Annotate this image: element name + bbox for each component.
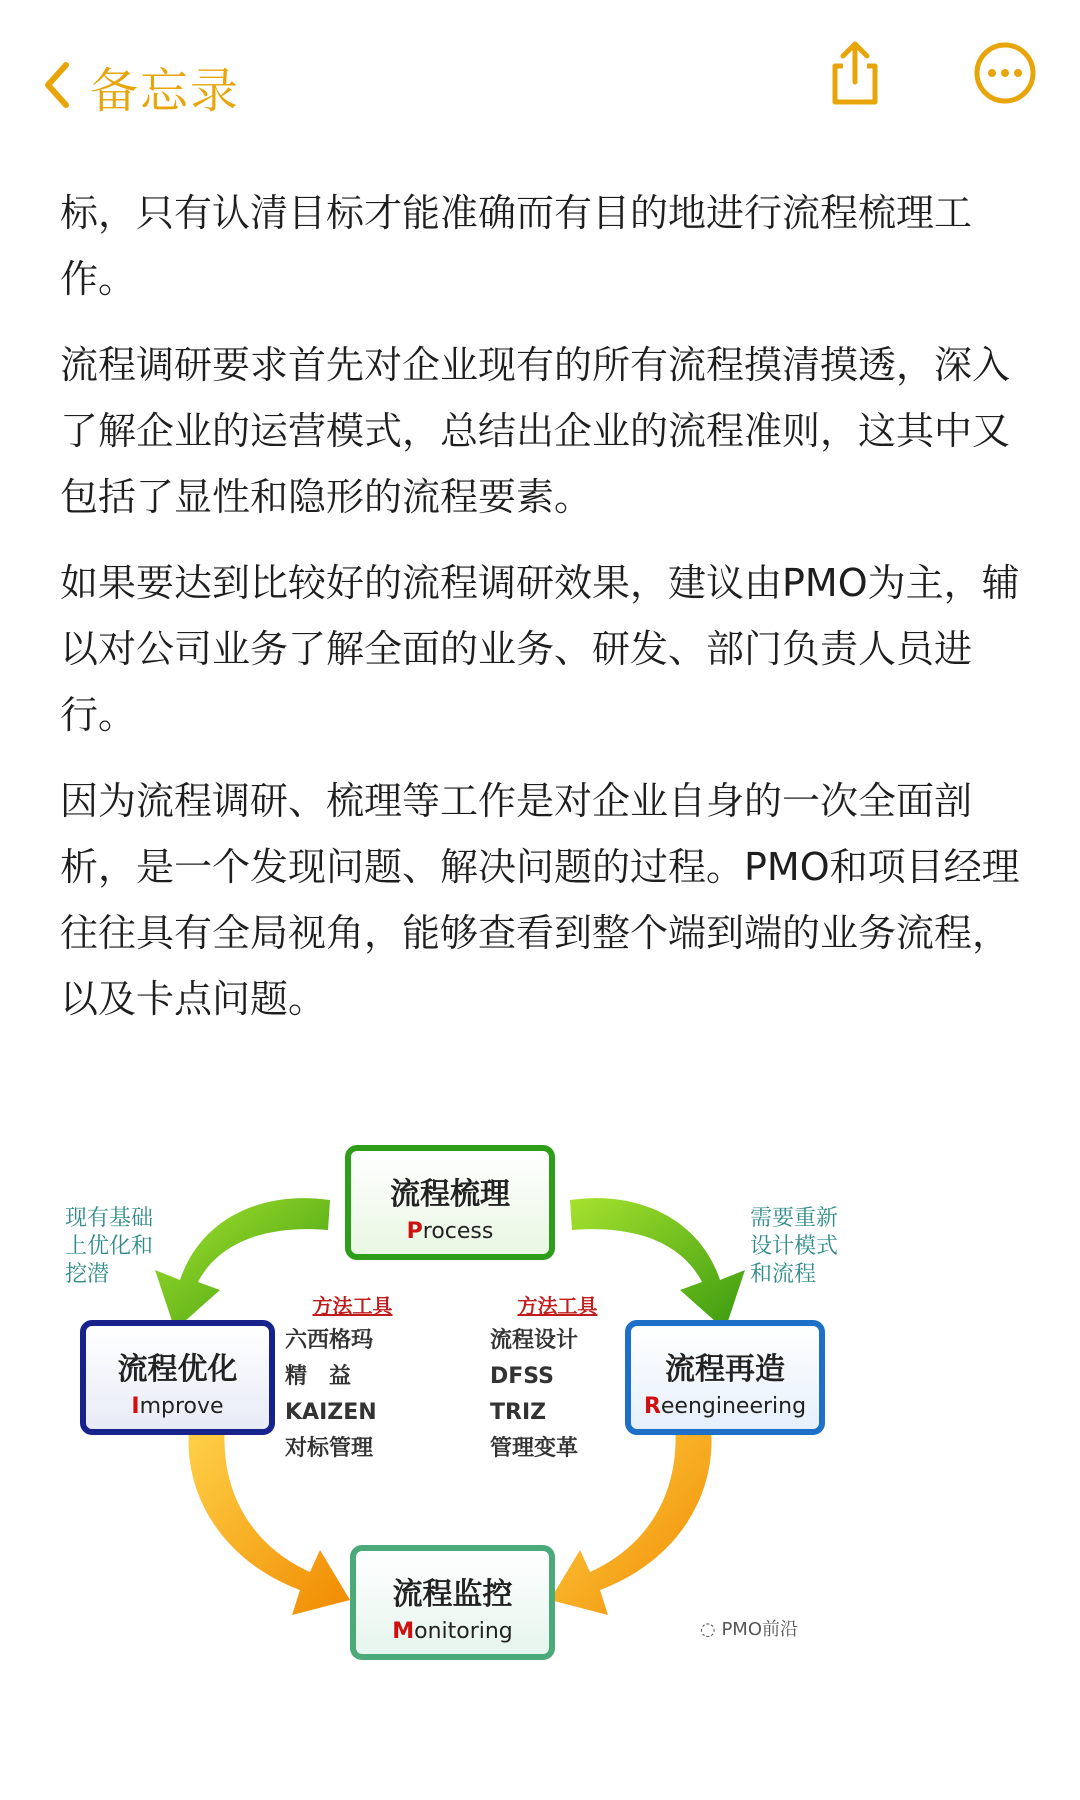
left-tools (285, 1290, 420, 1467)
nav-bar (0, 0, 1080, 170)
watermark (700, 1615, 798, 1641)
monitoring-en-label: onitoring (414, 1619, 513, 1644)
process-label: 流程梳理 (390, 1177, 510, 1212)
watermark-text: PMO前沿 (721, 1619, 798, 1640)
chevron-left-icon (42, 61, 72, 113)
right-note-line: 需要重新 (750, 1206, 839, 1231)
process-box (345, 1145, 555, 1260)
left-tool-item: 对标管理 (285, 1436, 374, 1461)
reengineering-initial: R (643, 1394, 661, 1419)
left-note-line: 上优化和 (65, 1234, 154, 1259)
process-en-label: rocess (422, 1219, 494, 1244)
right-note-line: 和流程 (750, 1262, 817, 1287)
left-tool-item: KAIZEN (285, 1400, 377, 1425)
back-label: 备忘录 (90, 63, 241, 119)
left-tools-title: 方法工具 (312, 1294, 393, 1318)
paragraph: 标，只有认清目标才能准确而有目的地进行流程梳理工作。 (60, 191, 973, 301)
reengineering-en-label: eengineering (660, 1394, 807, 1419)
process-initial: P (406, 1219, 423, 1244)
left-note-line: 挖潜 (65, 1262, 110, 1287)
improve-en-label: mprove (139, 1394, 224, 1419)
share-icon (825, 38, 885, 112)
left-note-line: 现有基础 (65, 1206, 154, 1231)
improve-label: 流程优化 (117, 1352, 238, 1387)
monitoring-initial: M (392, 1619, 415, 1644)
more-icon (973, 41, 1037, 109)
right-note-line: 设计模式 (750, 1234, 839, 1259)
right-tool-item: 流程设计 (490, 1328, 579, 1353)
paragraph: 流程调研要求首先对企业现有的所有流程摸清摸透，深入了解企业的运营模式，总结出企业的流程准则，这其中又包括了显性和隐形的流程要素。 (60, 343, 1011, 519)
left-tool-item: 六西格玛 (285, 1328, 374, 1353)
reengineering-label: 流程再造 (665, 1352, 785, 1387)
improve-initial: I (131, 1394, 140, 1419)
monitoring-label: 流程监控 (392, 1577, 513, 1612)
paragraph: 如果要达到比较好的流程调研效果，建议由PMO为主，辅以对公司业务了解全面的业务、研发、部门负责人员进行。 (60, 561, 1020, 737)
wechat-icon: ◌ (700, 1619, 722, 1640)
share-button[interactable] (820, 40, 890, 110)
right-tool-item: 管理变革 (490, 1436, 579, 1461)
right-note (750, 1205, 838, 1289)
right-tool-item: DFSS (490, 1364, 554, 1389)
back-button[interactable] (42, 52, 240, 121)
process-cycle-diagram (60, 1130, 850, 1670)
more-button[interactable] (970, 40, 1040, 110)
right-tools-title: 方法工具 (517, 1294, 598, 1318)
left-note (65, 1205, 153, 1289)
paragraph: 因为流程调研、梳理等工作是对企业自身的一次全面剖析，是一个发现问题、解决问题的过程。PMO和项目经理往往具有全局视角，能够查看到整个端到端的业务流程，以及卡点问题。 (60, 779, 1020, 1021)
monitoring-box (350, 1545, 555, 1660)
right-tools (490, 1290, 625, 1467)
left-tool-item: 精 益 (285, 1364, 352, 1389)
improve-box (80, 1320, 275, 1435)
reengineering-box (625, 1320, 825, 1435)
right-tool-item: TRIZ (490, 1400, 547, 1425)
note-content[interactable] (60, 180, 1025, 1052)
